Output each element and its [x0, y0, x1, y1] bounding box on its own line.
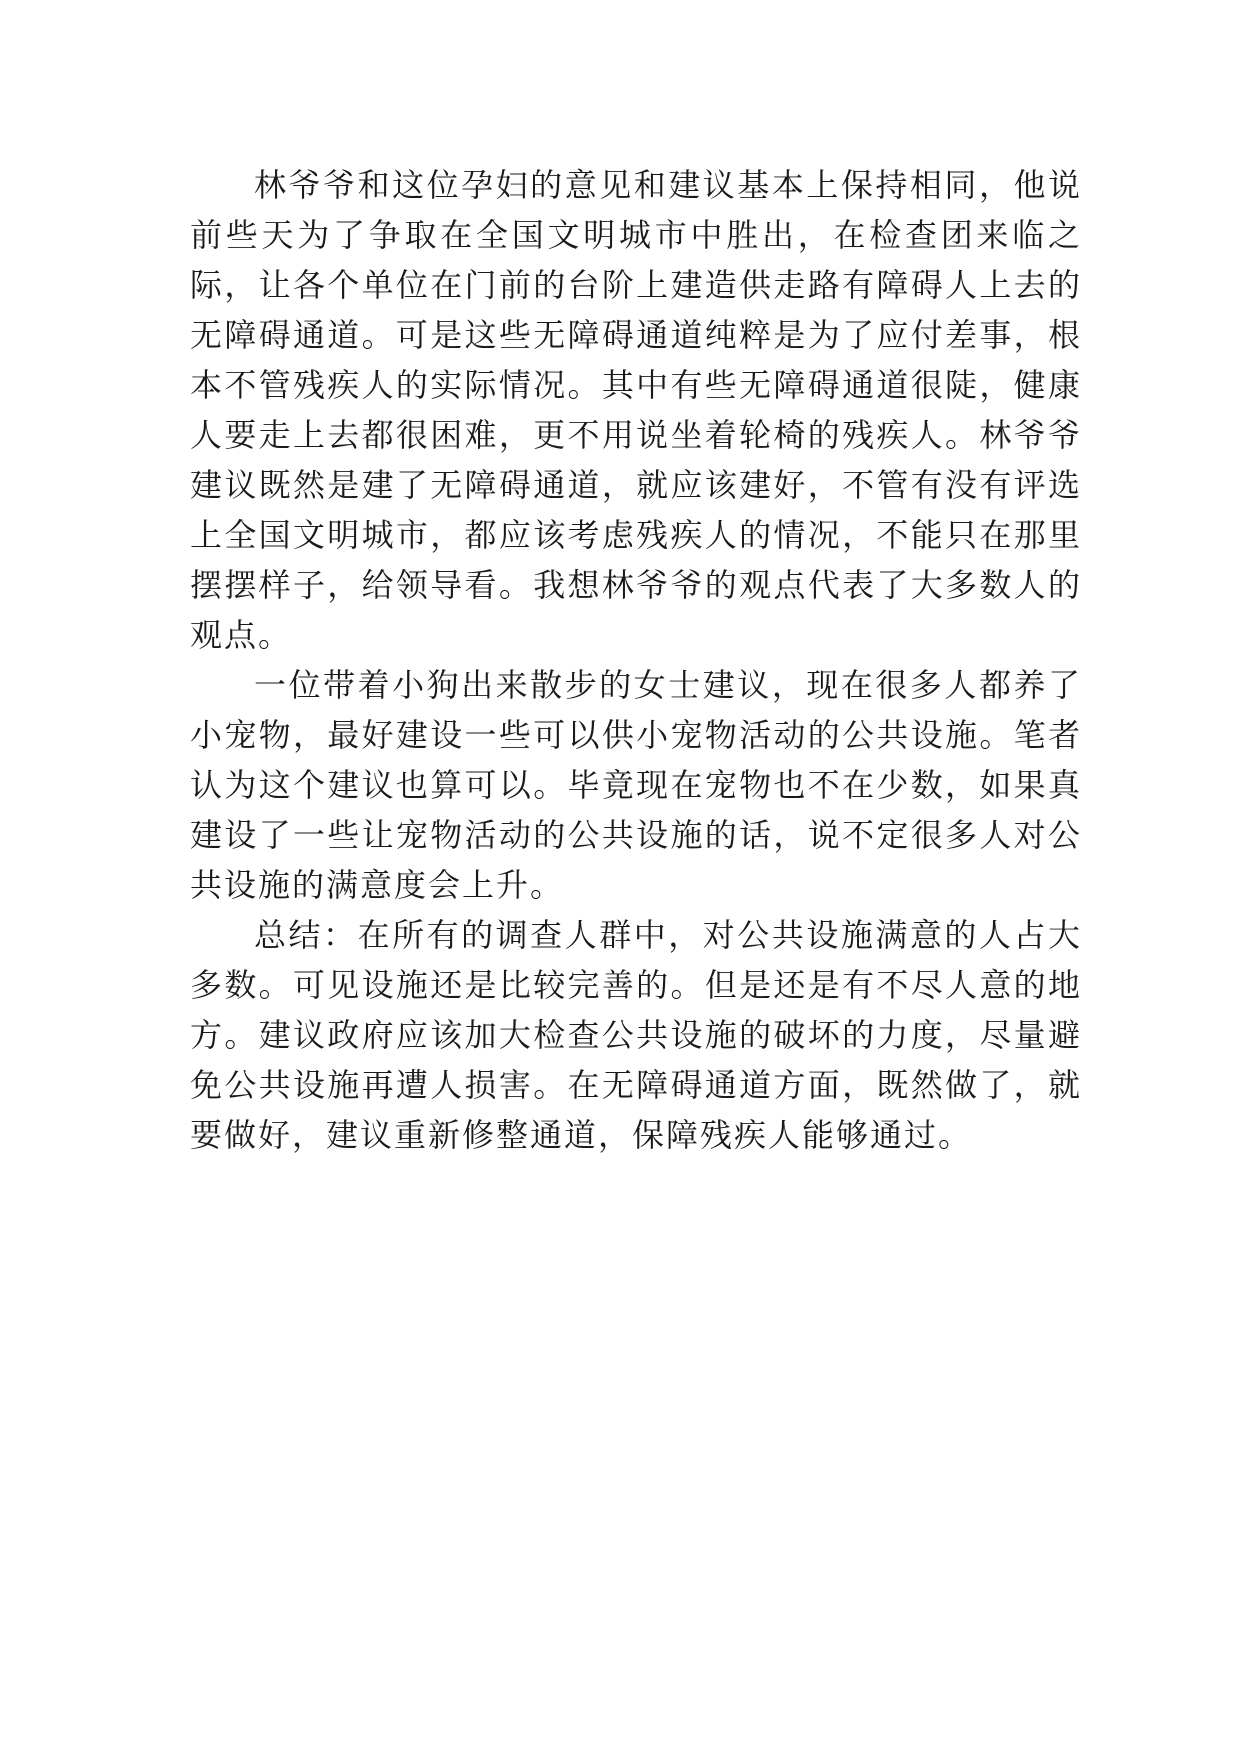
paragraph-summary: 总结：在所有的调查人群中，对公共设施满意的人占大多数。可见设施还是比较完善的。但是还是有不尽人意的地方。建议政府应该加大检查公共设施的破坏的力度，尽量避免公共设施再遭人损害。在无障碍通道方面，既然做了，就要做好，建议重新修整通道，保障残疾人能够通过。	[190, 916, 1082, 1154]
paragraph-lin-grandpa-opinion: 林爷爷和这位孕妇的意见和建议基本上保持相同，他说前些天为了争取在全国文明城市中胜出，在检查团来临之际，让各个单位在门前的台阶上建造供走路有障碍人上去的无障碍通道。可是这些无障碍通道纯粹是为了应付差事，根本不管残疾人的实际情况。其中有些无障碍通道很陡，健康人要走上去都很困难，更不用说坐着轮椅的残疾人。林爷爷建议既然是建了无障碍通道，就应该建好，不管有没有评选上全国文明城市，都应该考虑残疾人的情况，不能只在那里摆摆样子，给领导看。我想林爷爷的观点代表了大多数人的观点。	[190, 166, 1082, 654]
document-body	[190, 160, 1082, 1160]
paragraph-pet-facilities: 一位带着小狗出来散步的女士建议，现在很多人都养了小宠物，最好建设一些可以供小宠物活动的公共设施。笔者认为这个建议也算可以。毕竟现在宠物也不在少数，如果真建设了一些让宠物活动的公共设施的话，说不定很多人对公共设施的满意度会上升。	[190, 666, 1082, 904]
